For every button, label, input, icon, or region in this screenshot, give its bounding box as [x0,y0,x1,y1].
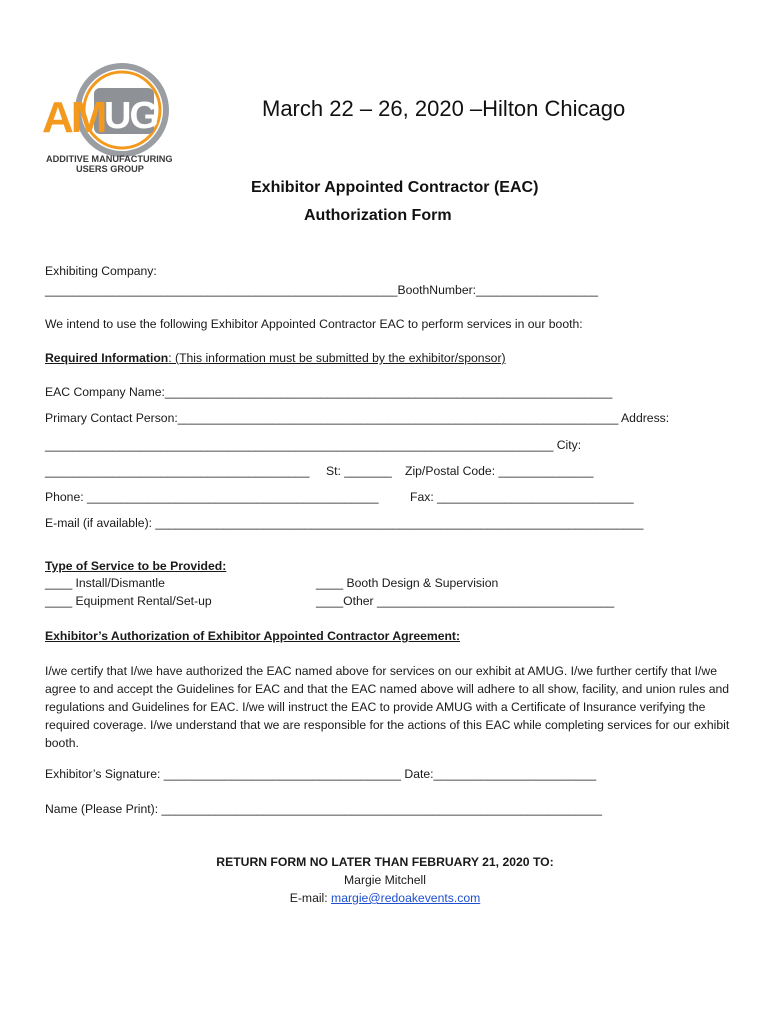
agreement-text: I/we certify that I/we have authorized the EAC named above for services on our exhibit at AMUG. I/we further certify that I/we agree to and accept the Guidelines for EAC and that the EAC named above will adhere to all show, facility, and union rules and regulations and Guidelines for EAC. I/we will instruct the EAC to provide AMUG with a Certificate of Insurance verifying the required coverage. I/we understand that we are responsible for the actions of this EAC while completing services for our exhibit booth. [45,664,730,750]
exhibiting-company-field[interactable]: ____________________________________________________BoothNumber:__________________ [45,283,599,297]
fax-field[interactable]: Fax: _____________________________ [410,490,634,504]
form-title-line2: Authorization Form [304,207,452,224]
address-field[interactable]: ___________________________________________________________________________ City: [45,438,582,452]
eac-company-field[interactable]: EAC Company Name:__________________________________________________________________ [45,385,613,399]
svg-text:AM: AM [42,93,105,142]
city-field[interactable]: _______________________________________ [45,464,310,478]
exhibiting-company-label: Exhibiting Company: [45,264,157,278]
return-contact: Margie Mitchell [344,873,426,887]
service-booth-design-option[interactable]: ____ Booth Design & Supervision [316,576,499,590]
required-info-heading [45,351,506,366]
intro-text: We intend to use the following Exhibitor Appointed Contractor EAC to perform services in our booth: [45,317,583,331]
required-info-note: : (This information must be submitted by the exhibitor/sponsor) [168,351,506,365]
primary-contact-field[interactable]: Primary Contact Person:_________________________________________________________________ Address: [45,411,670,425]
svg-text:USERS GROUP: USERS GROUP [76,164,144,174]
email-field[interactable]: E-mail (if available): ________________________________________________________________________ [45,516,644,530]
amug-logo-graphic [42,60,172,178]
return-heading: RETURN FORM NO LATER THAN FEBRUARY 21, 2020 TO: [216,855,554,869]
agreement-heading: Exhibitor’s Authorization of Exhibitor Appointed Contractor Agreement: [45,629,461,643]
return-email-label: E-mail: [289,891,332,905]
form-title-line1: Exhibitor Appointed Contractor (EAC) [251,179,539,196]
service-heading: Type of Service to be Provided: [45,559,227,573]
service-install-option[interactable]: ____ Install/Dismantle [45,576,165,590]
service-other-option[interactable]: ____Other ___________________________________ [316,594,615,608]
svg-text:UG: UG [104,95,157,137]
service-equipment-option[interactable]: ____ Equipment Rental/Set-up [45,594,212,608]
phone-field[interactable]: Phone: ___________________________________________ [45,490,379,504]
svg-text:ADDITIVE MANUFACTURING: ADDITIVE MANUFACTURING [46,154,172,164]
print-name-field[interactable]: Name (Please Print): _________________________________________________________________ [45,802,603,816]
required-info-label: Required Information [45,351,169,365]
return-email-link[interactable]: margie@redoakevents.com [331,891,481,905]
zip-field[interactable]: Zip/Postal Code: ______________ [405,464,594,478]
state-field[interactable]: St: _______ [326,464,392,478]
amug-logo [42,60,172,178]
event-title: March 22 – 26, 2020 –Hilton Chicago [262,96,626,121]
signature-field[interactable]: Exhibitor’s Signature: ___________________________________ Date:________________________ [45,767,597,781]
return-email-line [0,889,770,907]
